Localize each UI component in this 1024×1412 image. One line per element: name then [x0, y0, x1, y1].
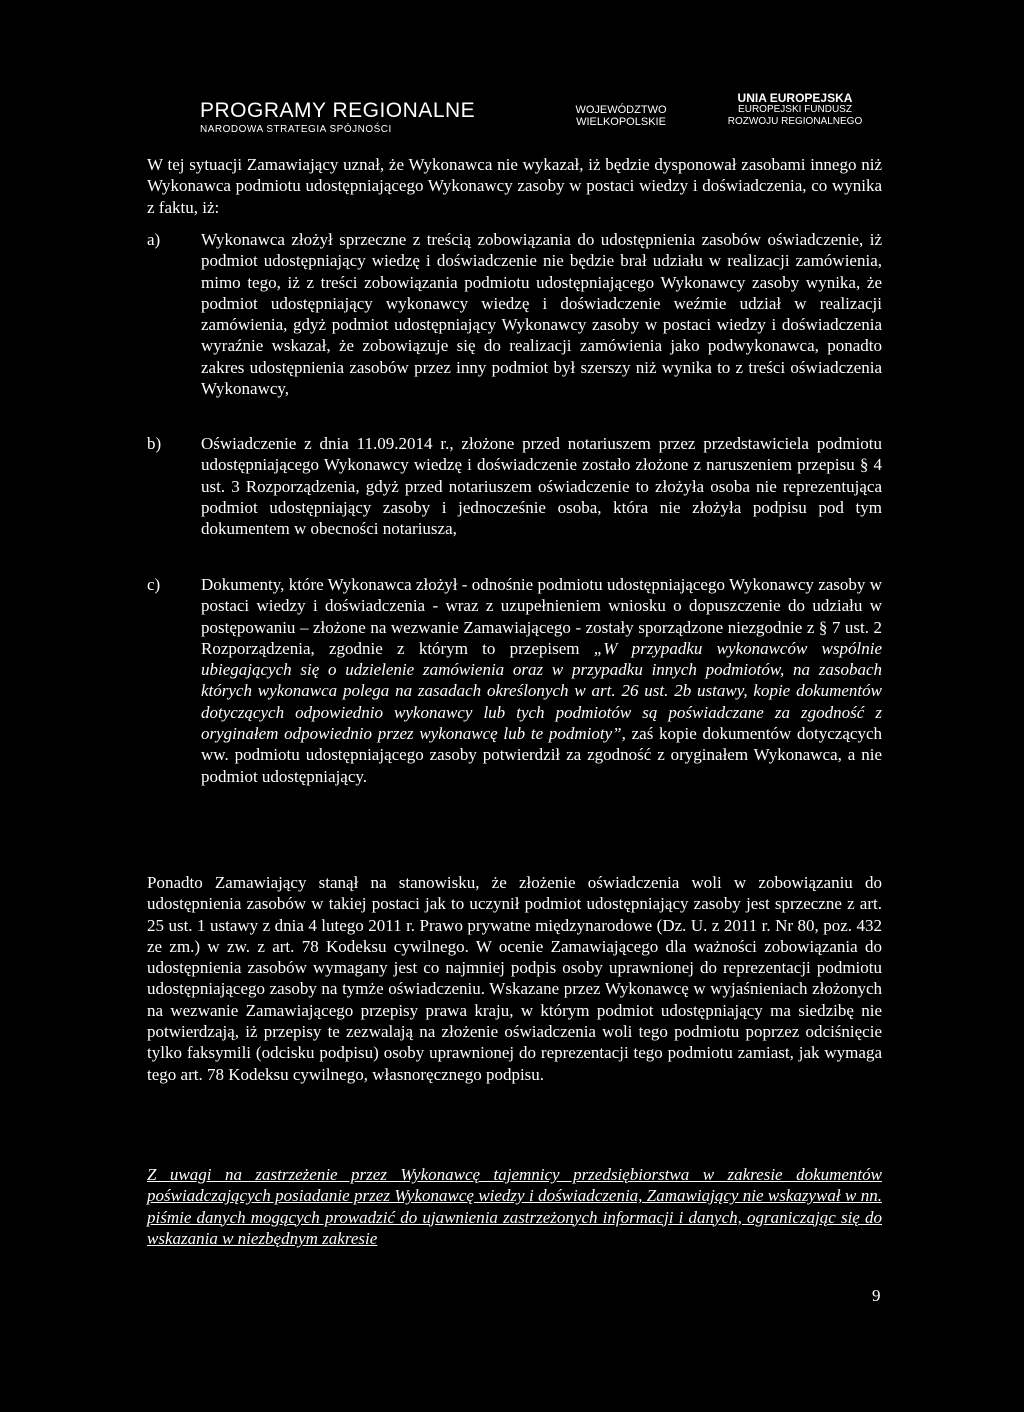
programs-subtitle: NARODOWA STRATEGIA SPÓJNOŚCI — [200, 124, 392, 135]
list-item-b — [147, 433, 882, 539]
list-item-text — [201, 574, 882, 787]
list-marker: c) — [147, 575, 161, 594]
intro-paragraph: W tej sytuacji Zamawiający uznał, że Wykonawca nie wykazał, iż będzie dysponował zasobami innego niż Wykonawca podmiotu udostępniającego Wykonawcy zasoby w postaci wiedzy i doświadczenia, co wynika z faktu, iż: — [147, 155, 882, 217]
eu-line1: UNIA EUROPEJSKA — [737, 91, 853, 105]
region-line2: WIELKOPOLSKIE — [576, 116, 666, 128]
list-item-a — [147, 229, 882, 399]
list-item-text: Wykonawca złożył sprzeczne z treścią zobowiązania do udostępnienia zasobów oświadczenie, iż podmiot udostępniający wiedzę i doświadczenie nie będzie brał udziału w realizacji zamówienia, mimo tego, iż z treści zobowiązania podmiotu udostępniającego Wykonawcy zasoby wynika, że podmiot udostępniający wykonawcy wiedzę i doświadczenie weźmie udział w realizacji zamówienia, gdyż podmiot udostępniający Wykonawcy zasoby w postaci wiedzy i doświadczenia wyraźnie wskazał, że zobowiązuje się do realizacji zamówienia jako podwykonawca, ponadto zakres udostępnienia zasobów przez inny podmiot był szerszy niż wynika to z treści oświadczenia Wykonawcy, — [201, 230, 882, 399]
programs-logo — [200, 100, 475, 135]
legal-quote: „W przypadku wykonawców wspólnie ubiegających się o udzielenie zamówienia oraz w przypadku innych podmiotów, na zasobach których wykonawca polega na zasadach określonych w art. 26 ust. 2b ustawy, kopie dokumentów dotyczących odpowiednio wykonawcy lub tych podmiotów są poświadczane za zgodność z oryginałem odpowiednio przez wykonawcę lub te podmioty” — [201, 638, 882, 744]
body-paragraph: Ponadto Zamawiający stanął na stanowisku, że złożenie oświadczenia woli w zobowiązaniu do udostępnienia zasobów w takiej postaci jak to uczynił podmiot udostępniający zasoby jest sprzeczne z art. 25 ust. 1 ustawy z dnia 4 lutego 2011 r. Prawo prywatne międzynarodowe (Dz. U. z 2011 r. Nr 80, poz. 432 ze zm.) w zw. z art. 78 Kodeksu cywilnego. W ocenie Zamawiającego dla ważności zobowiązania do udostępnienia zasobów wymagany jest co najmniej podpis osoby uprawnionej do reprezentacji podmiotu udostępniającego zasoby na tymże oświadczeniu. Wskazane przez Wykonawcę w wyjaśnieniach złożonych na wezwanie Zamawiającego przepisy prawa kraju, w którym podmiot udostępniający ma siedzibę nie potwierdzają, iż przepisy te zezwalają na złożenie oświadczenia woli tego podmiotu poprzez odciśnięcie tylko faksymili (odcisku podpisu) osoby uprawnionej do reprezentacji tego podmiotu zamiast, jak wymaga tego art. 78 Kodeksu cywilnego, własnoręcznego podpisu. — [147, 873, 882, 1084]
list-item-text-after: , zaś kopie dokumentów dotyczących ww. podmiotu udostępniającego zasoby potwierdził za zgodność z oryginałem Wykonawca, a nie podmiot udostępniający. — [201, 724, 882, 786]
region-line1: WOJEWÓDZTWO — [575, 104, 667, 116]
list-item-text-before: Dokumenty, które Wykonawca złożył - odnośnie podmiotu udostępniającego Wykonawcy zasoby w postaci wiedzy i doświadczenia - wraz z uzupełnieniem wniosku o dopuszczenie do udziału w postępowaniu – złożone na wezwanie Zamawiającego - zostały sporządzone niezgodnie z § 7 ust. 2 Rozporządzenia, zgodnie z którym to przepisem — [201, 575, 882, 658]
region-logo — [566, 104, 676, 128]
eu-logo — [720, 92, 870, 128]
underlined-paragraph: Z uwagi na zastrzeżenie przez Wykonawcę tajemnicy przedsiębiorstwa w zakresie dokumentów poświadczających posiadanie przez Wykonawcę wiedzy i doświadczenia, Zamawiający nie wskazywał w nn. piśmie danych mogących prowadzić do ujawnienia zastrzeżonych informacji i danych, ograniczając się do wskazania w niezbędnym zakresie — [147, 1165, 882, 1248]
eu-line3: ROZWOJU REGIONALNEGO — [727, 116, 863, 127]
page-number: 9 — [872, 1286, 881, 1305]
eu-line2: EUROPEJSKI FUNDUSZ — [738, 104, 852, 115]
programs-title: PROGRAMY REGIONALNE — [200, 99, 476, 122]
page-header — [0, 92, 1024, 142]
list-marker: b) — [147, 434, 162, 453]
list-item-text: Oświadczenie z dnia 11.09.2014 r., złożone przed notariuszem przez przedstawiciela podmiotu udostępniającego Wykonawcy wiedzę i doświadczenie zostało złożone z naruszeniem przepisu § 4 ust. 3 Rozporządzenia, gdyż przed notariuszem oświadczenie to złożyła osoba nie reprezentująca podmiot udostępniający zasoby i jednocześnie osoba, która nie złożyła podpisu pod tym dokumentem w obecności notariusza, — [201, 434, 882, 539]
list-marker: a) — [147, 230, 161, 249]
list-item-c — [147, 574, 882, 787]
